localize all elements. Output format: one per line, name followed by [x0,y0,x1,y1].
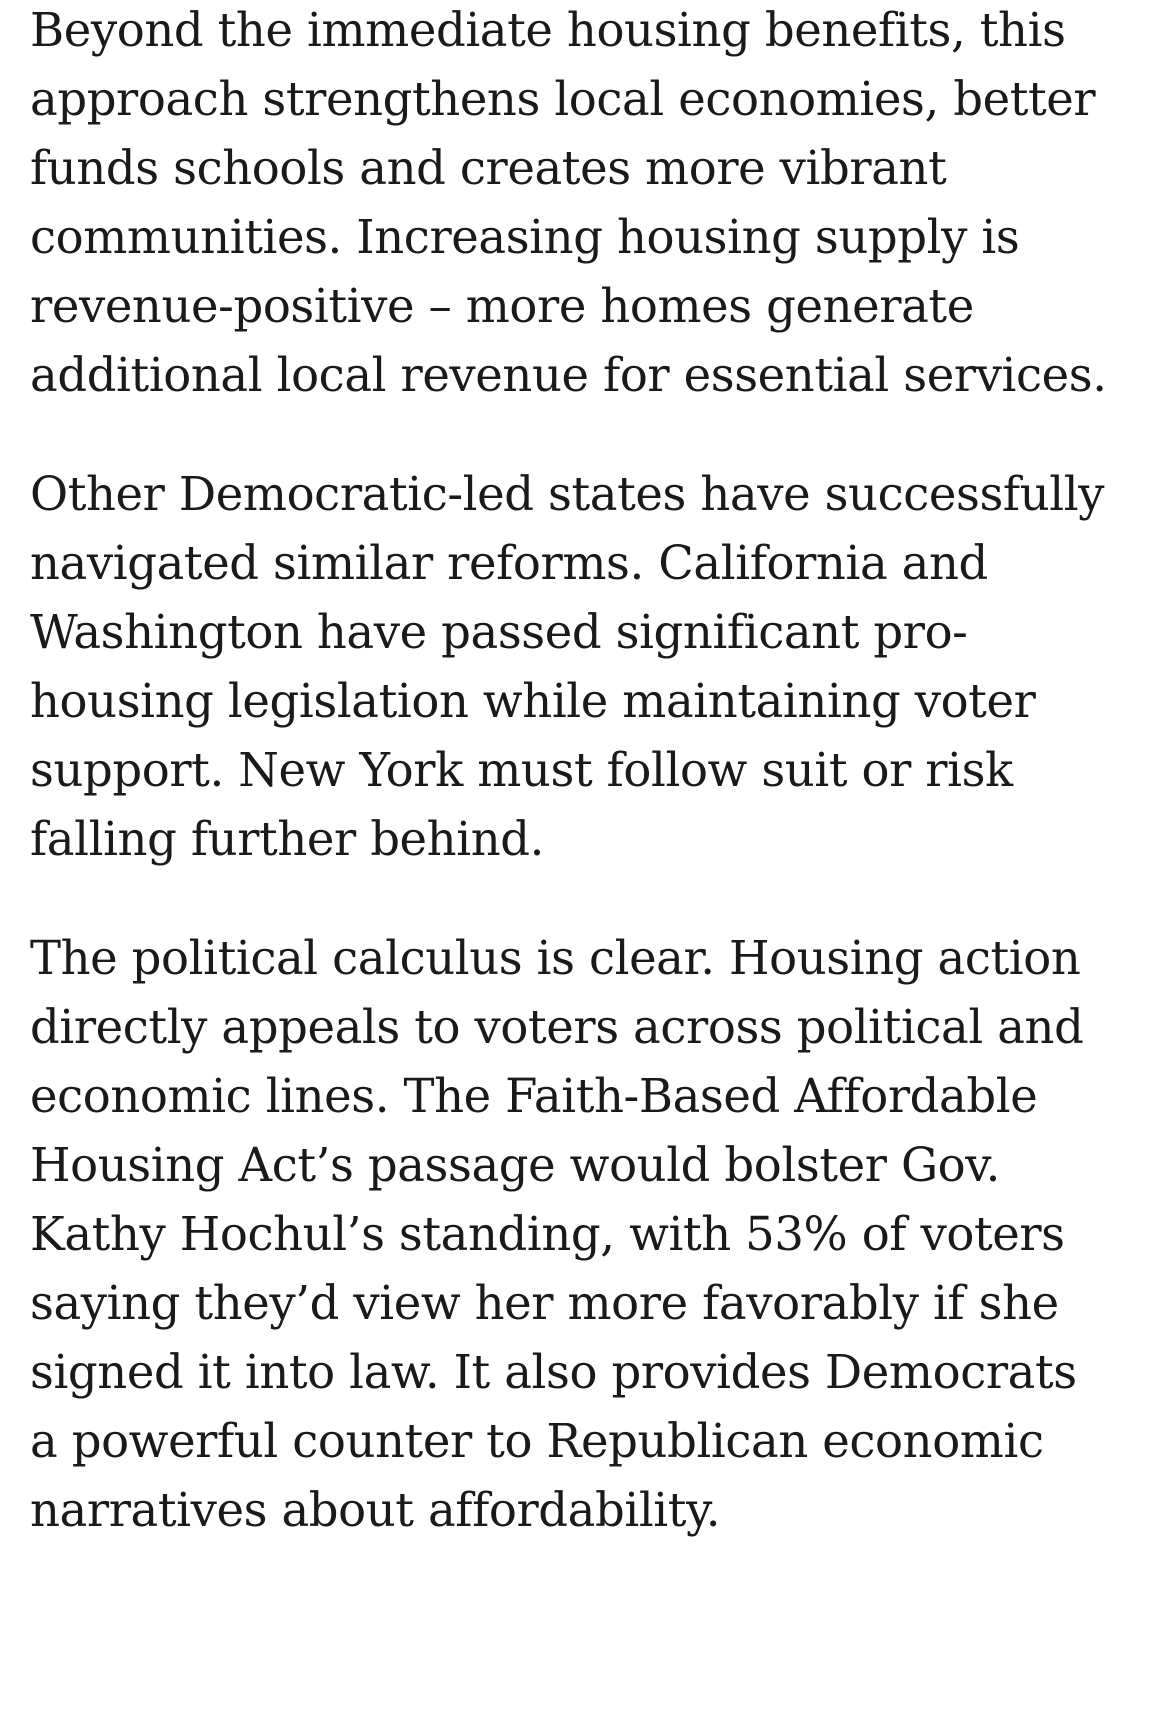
paragraph-housing-benefits: Beyond the immediate housing benefits, this approach strengthens local economies, better funds schools and creates more vibrant communities. Increasing housing supply is revenue-positive – more homes generate additional local revenue for essential services. [30,3,1107,402]
paragraph-political-calculus: The political calculus is clear. Housing action directly appeals to voters across political and economic lines. The Faith-Based Affordable Housing Act’s passage would bolster Gov. Kathy Hochul’s standing, with 53% of voters saying they’d view her more favorably if she signed it into law. It also provides Democrats a powerful counter to Republican economic narratives about affordability. [30,931,1084,1537]
paragraph-other-states: Other Democratic-led states have successfully navigated similar reforms. California and Washington have passed significant pro- housing legislation while maintaining voter support. New York must follow suit or risk falling further behind. [30,467,1105,866]
article-body [30,0,1145,1545]
